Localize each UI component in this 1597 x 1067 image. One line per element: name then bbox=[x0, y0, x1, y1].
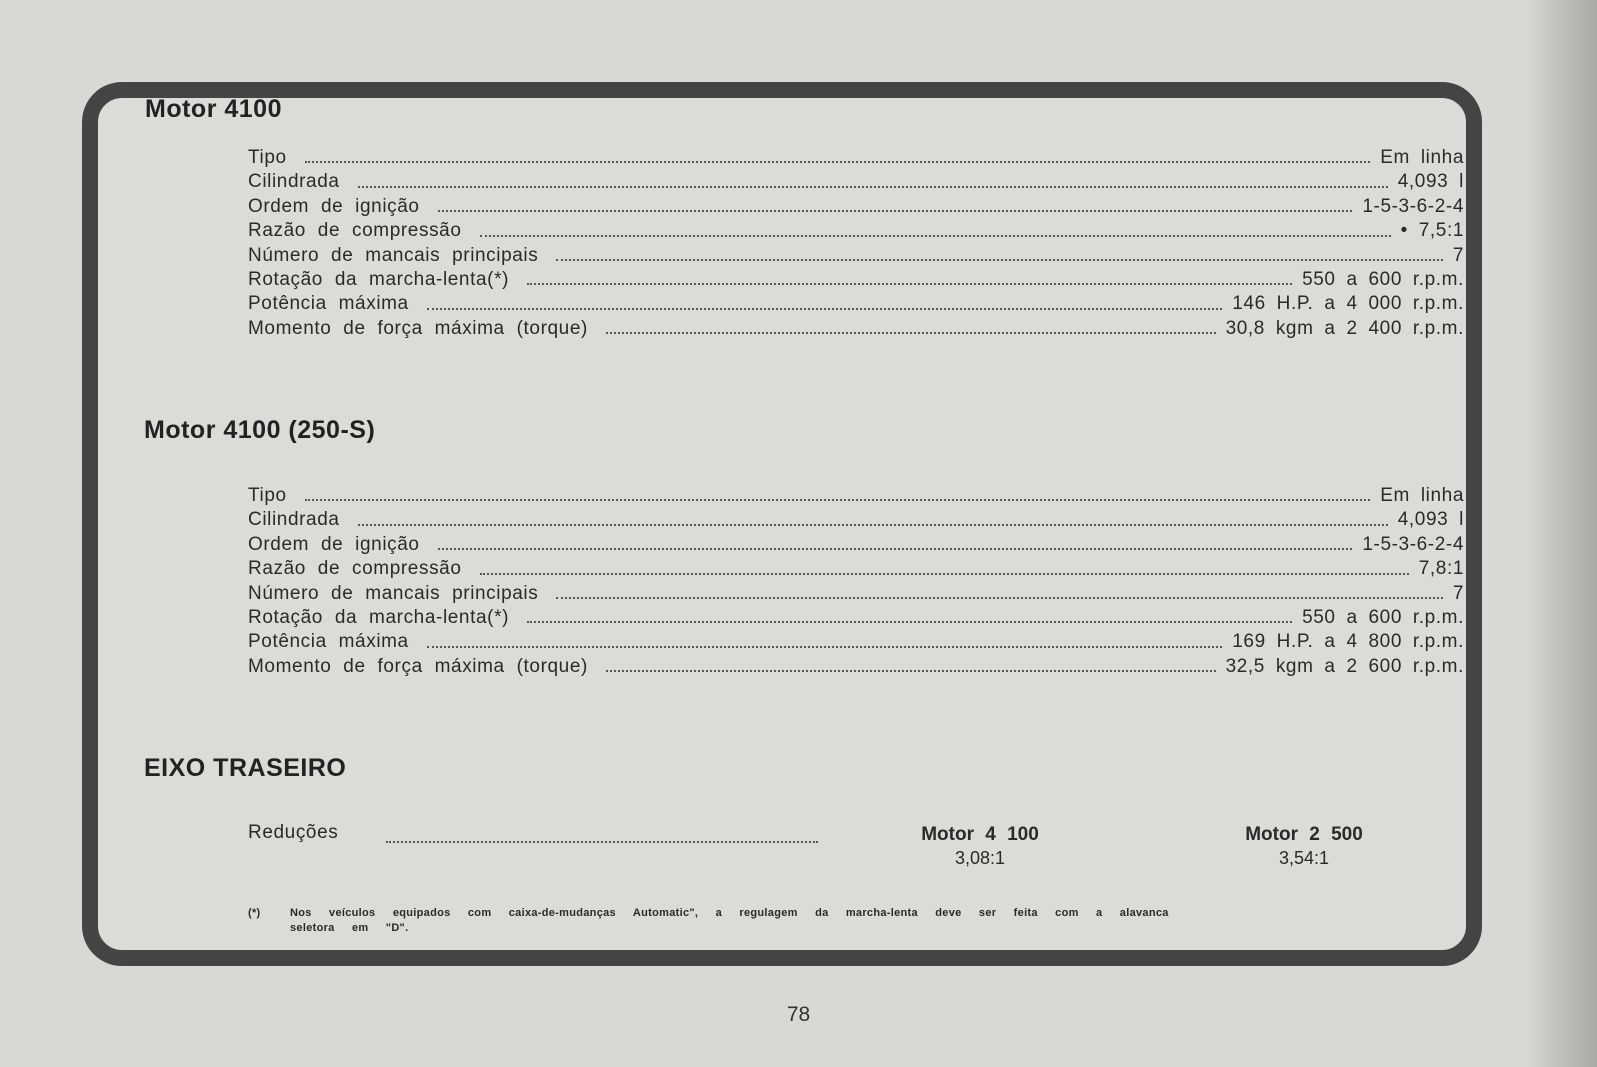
dot-leader bbox=[556, 597, 1442, 599]
spec-row bbox=[248, 245, 1464, 269]
section-title-motor-4100-250s: Motor 4100 (250-S) bbox=[144, 416, 376, 444]
page-edge-shadow bbox=[1527, 0, 1597, 1067]
axle-column-value: 3,08:1 bbox=[954, 848, 1006, 868]
spec-label: Cilindrada bbox=[248, 509, 340, 531]
reductions-label: Reduções bbox=[248, 822, 339, 843]
spec-value: 30,8 kgm a 2 400 r.p.m. bbox=[1225, 317, 1464, 339]
section-title-rear-axle: EIXO TRASEIRO bbox=[144, 754, 347, 782]
footnote bbox=[248, 906, 1464, 936]
spec-label: Cilindrada bbox=[248, 171, 340, 193]
spec-value: 32,5 kgm a 2 600 r.p.m. bbox=[1225, 655, 1464, 677]
page-number: 78 bbox=[786, 1003, 811, 1026]
spec-label: Potência máxima bbox=[248, 631, 409, 653]
spec-row bbox=[248, 607, 1464, 631]
spec-value: 169 H.P. a 4 800 r.p.m. bbox=[1232, 631, 1464, 653]
spec-list-motor-4100 bbox=[248, 147, 1464, 342]
footnote-line-2: seletora em "D". bbox=[290, 922, 409, 934]
spec-label: Ordem de ignição bbox=[248, 195, 420, 217]
dot-leader bbox=[438, 210, 1353, 212]
spec-row bbox=[248, 631, 1464, 655]
footnote-line-1 bbox=[248, 906, 1464, 921]
dot-leader bbox=[606, 670, 1216, 672]
axle-column-header: Motor 4 100 bbox=[921, 824, 1039, 845]
footnote-text-1: Nos veículos equipados com caixa-de-mudanças Automatic", a regulagem da marcha-lenta deve ser feita com a alavanca bbox=[290, 907, 1169, 919]
dot-leader bbox=[527, 283, 1292, 285]
spec-label: Rotação da marcha-lenta(*) bbox=[248, 268, 509, 290]
dot-leader bbox=[358, 524, 1388, 526]
spec-value: 550 a 600 r.p.m. bbox=[1302, 606, 1464, 628]
axle-column-motor-2500 bbox=[1204, 824, 1404, 869]
spec-label: Tipo bbox=[248, 147, 287, 168]
dot-leader bbox=[358, 186, 1388, 188]
spec-label: Razão de compressão bbox=[248, 558, 462, 580]
footnote-marker: (*) bbox=[248, 907, 261, 919]
spec-value: Em linha bbox=[1380, 147, 1464, 168]
spec-value: 7,8:1 bbox=[1418, 558, 1464, 580]
dot-leader bbox=[556, 259, 1442, 261]
dot-leader bbox=[305, 499, 1371, 501]
spec-row bbox=[248, 583, 1464, 607]
spec-list-motor-4100-250s bbox=[248, 485, 1464, 680]
spec-value: 550 a 600 r.p.m. bbox=[1302, 268, 1464, 290]
dot-leader bbox=[386, 841, 818, 843]
spec-label: Rotação da marcha-lenta(*) bbox=[248, 606, 509, 628]
dot-leader bbox=[527, 621, 1292, 623]
spec-value: 1-5-3-6-2-4 bbox=[1362, 195, 1464, 217]
axle-column-header: Motor 2 500 bbox=[1245, 824, 1363, 845]
axle-column-value: 3,54:1 bbox=[1278, 848, 1330, 868]
spec-value: • 7,5:1 bbox=[1400, 220, 1464, 242]
spec-label: Tipo bbox=[248, 485, 287, 506]
spec-value: 4,093 l bbox=[1397, 171, 1464, 193]
spec-value: 146 H.P. a 4 000 r.p.m. bbox=[1232, 293, 1464, 315]
dot-leader bbox=[305, 161, 1371, 163]
spec-row bbox=[248, 656, 1464, 680]
spec-value: 7 bbox=[1452, 582, 1464, 604]
spec-row bbox=[248, 196, 1464, 220]
spec-row bbox=[248, 147, 1464, 171]
spec-value: Em linha bbox=[1380, 485, 1464, 506]
spec-row bbox=[248, 269, 1464, 293]
spec-row bbox=[248, 220, 1464, 244]
spec-label: Ordem de ignição bbox=[248, 533, 420, 555]
spec-label: Momento de força máxima (torque) bbox=[248, 317, 588, 339]
spec-label: Número de mancais principais bbox=[248, 582, 539, 604]
section-title-motor-4100: Motor 4100 bbox=[145, 95, 282, 123]
dot-leader bbox=[427, 646, 1223, 648]
spec-label: Potência máxima bbox=[248, 293, 409, 315]
spec-value: 4,093 l bbox=[1397, 509, 1464, 531]
spec-row bbox=[248, 509, 1464, 533]
spec-label: Razão de compressão bbox=[248, 220, 462, 242]
spec-label: Número de mancais principais bbox=[248, 244, 539, 266]
spec-row bbox=[248, 171, 1464, 195]
dot-leader bbox=[438, 548, 1353, 550]
axle-column-motor-4100 bbox=[880, 824, 1080, 869]
spec-row bbox=[248, 534, 1464, 558]
spec-row bbox=[248, 293, 1464, 317]
dot-leader bbox=[480, 235, 1391, 237]
dot-leader bbox=[606, 332, 1216, 334]
spec-row bbox=[248, 485, 1464, 509]
dot-leader bbox=[480, 573, 1409, 575]
spec-label: Momento de força máxima (torque) bbox=[248, 655, 588, 677]
spec-value: 7 bbox=[1452, 244, 1464, 266]
spec-value: 1-5-3-6-2-4 bbox=[1362, 533, 1464, 555]
spec-row bbox=[248, 318, 1464, 342]
dot-leader bbox=[427, 308, 1223, 310]
spec-row bbox=[248, 558, 1464, 582]
